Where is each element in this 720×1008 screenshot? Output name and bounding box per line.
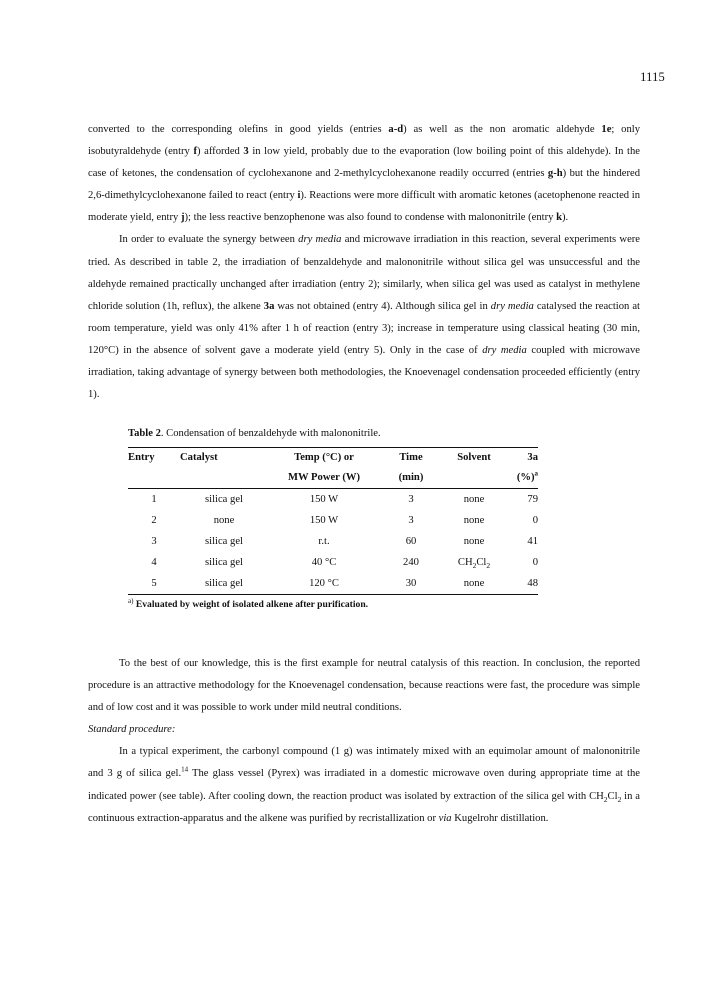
entry-ref: j bbox=[180, 212, 185, 224]
header-yield: 3a bbox=[506, 448, 538, 469]
text-run: in low yield, probably due to the evaporation (low boiling point of this aldehyde). In the case of ketones, the condensation of cyclohexanone and 2-methylcyclohexanone readily occurred (entries bbox=[88, 146, 640, 180]
text-run: ) as well as the non aromatic aldehyde bbox=[403, 124, 602, 135]
page-number: 1115 bbox=[640, 70, 665, 84]
text-run: converted to the corresponding olefins in good yields (entries bbox=[88, 124, 389, 135]
entry-ref: i bbox=[297, 190, 301, 202]
entry-ref: k bbox=[556, 212, 562, 224]
table-header-row bbox=[128, 448, 538, 469]
table-row: 3 silica gel r.t. 60 none 41 bbox=[151, 536, 538, 547]
italic-term: via bbox=[438, 812, 452, 824]
table-header-row-2 bbox=[128, 468, 538, 489]
text-run: ; only isobutyraldehyde (entry bbox=[88, 124, 641, 158]
text-run: and microwave irradiation in this reaction, several experiments were tried. As described in table 2, the irradiation of benzaldehyde and malononitrile without silica gel was unsuccessful and the aldehyde remained practically unchanged after irradiation (entry 2); similarly, when silica gel was used as catalyst in methylene chloride solution (1h, reflux), the alkene bbox=[88, 234, 640, 312]
paragraph-conclusion: To the best of our knowledge, this is the first example for neutral catalysis of this reaction. In conclusion, the reported procedure is an attractive methodology for the Knoevenagel condensation, because reactions were fast, the procedure was simple and of low cost and it was possible to work under mild neutral conditions. bbox=[88, 658, 640, 714]
header-solvent: Solvent bbox=[442, 448, 506, 469]
table-caption bbox=[128, 427, 540, 441]
table-row: 1 silica gel 150 W 3 none 79 bbox=[151, 494, 538, 505]
text-run: ) afforded bbox=[197, 146, 244, 158]
text-run: In order to evaluate the synergy between bbox=[119, 234, 299, 246]
footnote-text: Evaluated by weight of isolated alkene after purification. bbox=[133, 599, 369, 610]
entry-ref: a-d bbox=[388, 124, 404, 135]
entry-ref: g-h bbox=[547, 168, 563, 180]
text-run: ). bbox=[561, 212, 569, 224]
text-run: The glass vessel (Pyrex) was irradiated in a domestic microwave oven during appropriate time at the indicated power (see table). After cooling down, the reaction product was isolated by extraction of the silica gel with CH bbox=[88, 768, 640, 802]
italic-term: dry media bbox=[490, 300, 534, 312]
text-run: ). Reactions were more difficult with aromatic ketones (acetophenone reacted in moderate yield, entry bbox=[88, 190, 640, 224]
italic-term: dry media bbox=[298, 234, 342, 246]
text-run: In a typical experiment, the carbonyl compound (1 g) was intimately mixed with an equimolar amount of malononitrile and 3 g of silica gel. bbox=[88, 746, 640, 780]
compound-ref: 3 bbox=[243, 146, 249, 158]
table-footnote bbox=[128, 596, 540, 611]
header-power: MW Power (W) bbox=[268, 468, 380, 489]
compound-ref: 1e bbox=[601, 124, 612, 135]
text-run: Cl bbox=[607, 790, 618, 802]
solvent-formula: $CH_2Cl_2$ bbox=[457, 557, 491, 571]
reference-marker: 14 bbox=[181, 765, 189, 774]
header-time-unit: (min) bbox=[380, 468, 442, 489]
text-run: ); the less reactive benzophenone was also found to condense with malononitrile (entry bbox=[184, 212, 557, 224]
paragraph-synergy bbox=[88, 229, 640, 406]
paragraph-procedure: In a typical experiment, the carbonyl compound (1 g) was intimately mixed with an equimolar amount of malononitrile and 3 g of silica gel.$^{14}$ The glass vessel (Pyrex) was irradiated in a domestic microwave oven during appropriate time at the indicated power (see table). After cooling down, the reaction product was isolated by extraction of the silica gel with $CH_2Cl_2$ in a continuous extraction-apparatus and the alkene was purified by recristallization or via Kugelrohr distillation. bbox=[88, 746, 640, 824]
italic-term: dry media bbox=[482, 344, 527, 356]
header-temp: Temp (°C) or bbox=[268, 448, 380, 469]
table-2 bbox=[128, 427, 540, 611]
header-catalyst: Catalyst bbox=[180, 448, 268, 469]
paragraph-olefin-results bbox=[88, 119, 640, 229]
header-time: Time bbox=[380, 448, 442, 469]
footnote-marker: a) bbox=[128, 596, 134, 605]
table-caption-text: . Condensation of benzaldehyde with malononitrile. bbox=[160, 428, 381, 439]
section-heading: Standard procedure: bbox=[88, 724, 176, 736]
conclusion-text-block bbox=[88, 653, 640, 830]
text-run: coupled with microwave irradiation, taking advantage of synergy between both methodologies, the Knoevenagel condensation proceeded efficiently (entry 1). bbox=[88, 344, 640, 401]
table-caption-label: Table 2 bbox=[128, 428, 161, 439]
footnote-marker: a bbox=[534, 469, 538, 478]
header-yield-unit: (%)$^a$ bbox=[506, 468, 538, 489]
text-run: Kugelrohr distillation. bbox=[451, 812, 549, 824]
compound-ref: 3a bbox=[263, 300, 275, 312]
text-run: catalysed the reaction at room temperature, yield was only 41% after 1 h of reaction (entry 3); increase in temperature using classical heating (30 min, 120°C) in the absence of solvent gave a moderate yield (entry 5). Only in the case of bbox=[88, 300, 640, 356]
table-row: 5 silica gel 120 °C 30 none 48 bbox=[128, 573, 538, 595]
entry-ref: f bbox=[193, 146, 197, 158]
text-run: was not obtained (entry 4). Although silica gel in bbox=[274, 300, 491, 312]
text-run: ) but the hindered 2,6-dimethylcyclohexanone failed to react (entry bbox=[88, 168, 641, 202]
results-table bbox=[128, 447, 538, 595]
table-row: 4 silica gel 40 °C 240 $CH_2Cl_2$ 0 bbox=[128, 552, 538, 573]
text-run: in a continuous extraction-apparatus and the alkene was purified by recristallization or bbox=[88, 790, 640, 824]
table-row: 2 none 150 W 3 none 0 bbox=[151, 515, 538, 526]
header-entry: Entry bbox=[128, 448, 180, 469]
results-text-block bbox=[88, 119, 640, 406]
